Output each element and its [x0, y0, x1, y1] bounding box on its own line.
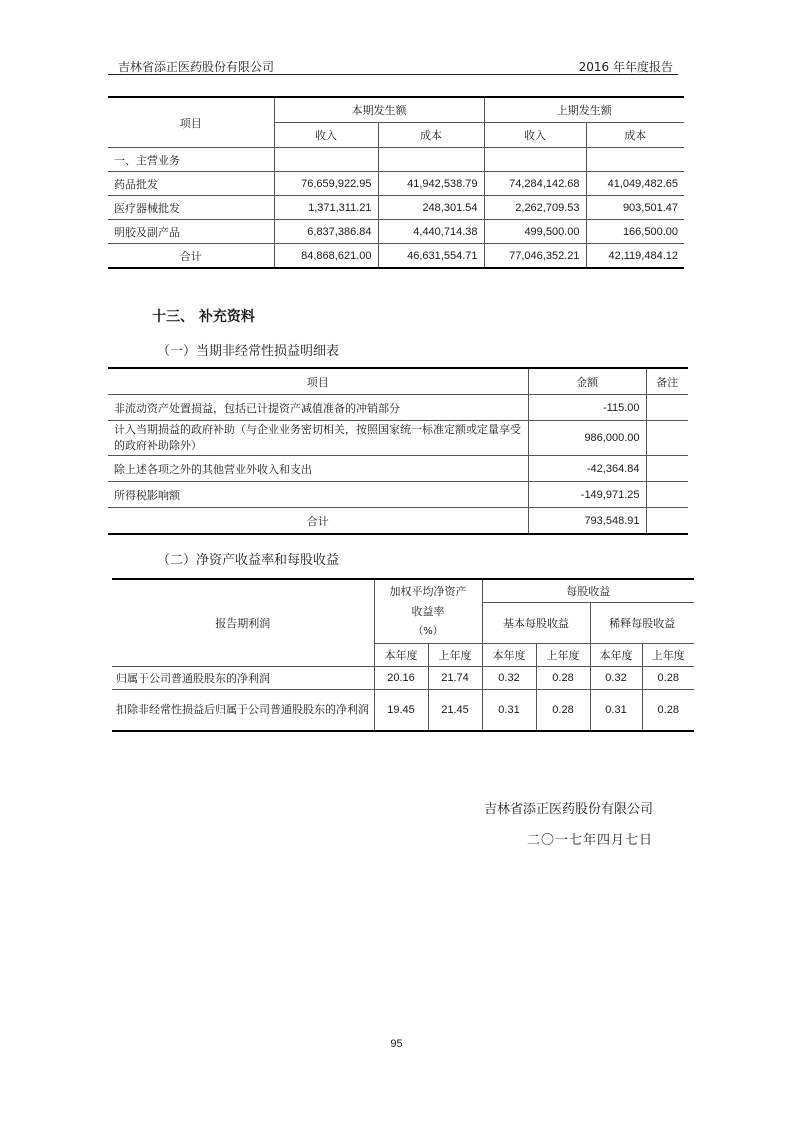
total-amount: 793,548.91 [528, 508, 646, 535]
roe-last-year-header: 上年度 [428, 644, 482, 667]
total-cur-cost: 46,631,554.71 [378, 244, 484, 269]
row-amount: -42,364.84 [528, 456, 646, 482]
col-note-header: 备注 [646, 368, 688, 395]
roe-cur: 19.45 [374, 690, 428, 732]
col-cur-income-header: 收入 [274, 123, 378, 148]
diluted-this-year-header: 本年度 [590, 644, 642, 667]
row-item: 明胶及副产品 [108, 220, 274, 244]
col-roe-header-line1: 加权平均净资产 [389, 584, 467, 598]
prev-income: 74,284,142.68 [484, 172, 586, 196]
row-amount: -149,971.25 [528, 482, 646, 508]
row-item: 所得税影响额 [108, 482, 528, 508]
subsection-title-nonrecurring: （一）当期非经常性损益明细表 [157, 344, 340, 359]
header-report-title: 2016 年年度报告 [578, 60, 673, 74]
col-previous-header: 上期发生额 [484, 97, 684, 123]
row-label: 归属于公司普通股股东的净利润 [112, 667, 374, 690]
prev-cost: 166,500.00 [586, 220, 684, 244]
col-item-header: 项目 [108, 368, 528, 395]
table-header-row [108, 368, 688, 395]
col-roe-header [374, 579, 482, 644]
prev-cost: 903,501.47 [586, 196, 684, 220]
subsection-title-roe-eps: （二）净资产收益率和每股收益 [157, 553, 340, 568]
row-amount: -115.00 [528, 395, 646, 421]
row-item: 医疗器械批发 [108, 196, 274, 220]
header-company: 吉林省添正医药股份有限公司 [118, 60, 275, 74]
table-row [108, 456, 688, 482]
col-amount-header: 金额 [528, 368, 646, 395]
signature-company: 吉林省添正医药股份有限公司 [483, 802, 653, 817]
nonrecurring-table [108, 367, 688, 535]
total-label: 合计 [108, 508, 528, 535]
table-row [108, 421, 688, 456]
col-current-header: 本期发生额 [274, 97, 484, 123]
col-roe-header-line3: （%） [413, 625, 443, 637]
col-cur-cost-header: 成本 [378, 123, 484, 148]
table-row [108, 395, 688, 421]
table-total-row [108, 508, 688, 535]
table-header-row [108, 97, 684, 123]
basic-prev: 0.28 [536, 667, 590, 690]
row-item: 除上述各项之外的其他营业外收入和支出 [108, 456, 528, 482]
diluted-cur: 0.32 [590, 667, 642, 690]
table-row [108, 148, 684, 172]
section-title: 十三、 补充资料 [152, 309, 255, 325]
table-row [112, 690, 694, 732]
cur-income: 76,659,922.95 [274, 172, 378, 196]
revenue-cost-table [108, 96, 684, 269]
diluted-prev: 0.28 [642, 667, 694, 690]
diluted-prev: 0.28 [642, 690, 694, 732]
col-basic-header: 基本每股收益 [482, 603, 590, 644]
header-divider [108, 74, 678, 75]
cur-income: 6,837,386.84 [274, 220, 378, 244]
table-row [108, 196, 684, 220]
basic-prev: 0.28 [536, 690, 590, 732]
cur-income: 1,371,311.21 [274, 196, 378, 220]
row-item: 非流动资产处置损益，包括已计提资产减值准备的冲销部分 [108, 395, 528, 421]
col-eps-header: 每股收益 [482, 579, 694, 603]
table-row [112, 667, 694, 690]
row-item: 药品批发 [108, 172, 274, 196]
basic-this-year-header: 本年度 [482, 644, 536, 667]
col-profit-header: 报告期利润 [112, 579, 374, 667]
prev-cost: 41,049,482.65 [586, 172, 684, 196]
col-roe-header-line2: 收益率 [411, 604, 445, 618]
page-number: 95 [390, 1038, 403, 1050]
roe-prev: 21.45 [428, 690, 482, 732]
row-amount: 986,000.00 [528, 421, 646, 456]
total-label: 合计 [108, 244, 274, 269]
col-item-header: 项目 [108, 97, 274, 148]
prev-income: 499,500.00 [484, 220, 586, 244]
total-cur-income: 84,868,621.00 [274, 244, 378, 269]
cur-cost: 4,440,714.38 [378, 220, 484, 244]
col-prev-income-header: 收入 [484, 123, 586, 148]
total-prev-income: 77,046,352.21 [484, 244, 586, 269]
row-item: 计入当期损益的政府补助（与企业业务密切相关，按照国家统一标准定额或定量享受的政府补助除外） [108, 421, 528, 456]
diluted-last-year-header: 上年度 [642, 644, 694, 667]
col-diluted-header: 稀释每股收益 [590, 603, 694, 644]
roe-eps-table [112, 578, 694, 732]
roe-prev: 21.74 [428, 667, 482, 690]
cur-cost: 41,942,538.79 [378, 172, 484, 196]
basic-last-year-header: 上年度 [536, 644, 590, 667]
table-total-row [108, 244, 684, 269]
basic-cur: 0.32 [482, 667, 536, 690]
row-label: 扣除非经常性损益后归属于公司普通股股东的净利润 [112, 690, 374, 732]
table-header-row [112, 579, 694, 603]
prev-income: 2,262,709.53 [484, 196, 586, 220]
roe-this-year-header: 本年度 [374, 644, 428, 667]
col-prev-cost-header: 成本 [586, 123, 684, 148]
table-row [108, 172, 684, 196]
section-label: 一、主营业务 [108, 148, 274, 172]
table-row [108, 482, 688, 508]
total-prev-cost: 42,119,484.12 [586, 244, 684, 269]
signature-date: 二〇一七年四月七日 [526, 833, 653, 848]
table-row [108, 220, 684, 244]
roe-cur: 20.16 [374, 667, 428, 690]
cur-cost: 248,301.54 [378, 196, 484, 220]
basic-cur: 0.31 [482, 690, 536, 732]
diluted-cur: 0.31 [590, 690, 642, 732]
